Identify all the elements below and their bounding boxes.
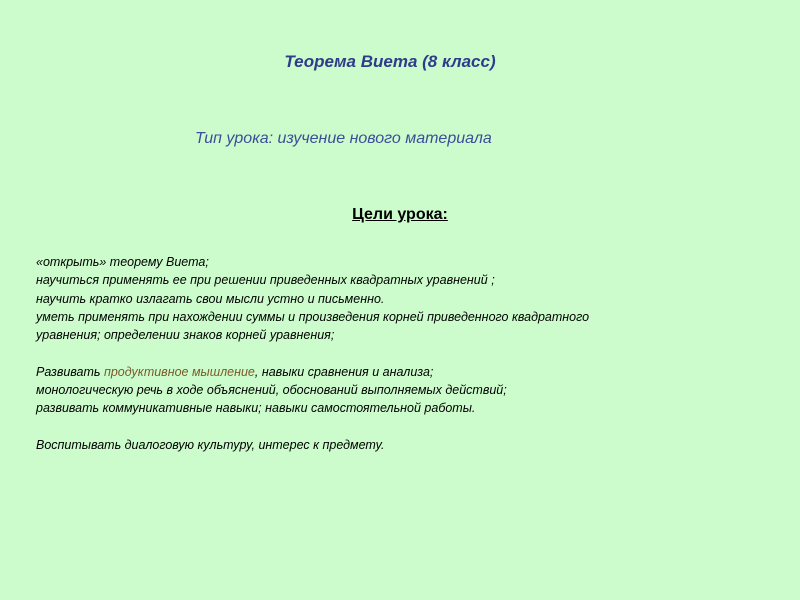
develop-accent: продуктивное мышление bbox=[103, 364, 255, 379]
develop-prefix: Развивать bbox=[36, 364, 104, 379]
slide-title: Теорема Виета (8 класс) bbox=[284, 52, 496, 71]
goals-list bbox=[36, 253, 776, 454]
goal-line: «открыть» теорему Виета; bbox=[36, 255, 209, 269]
educate-line: Воспитывать диалоговую культуру, интерес к предмету. bbox=[36, 437, 385, 452]
goals-heading: Цели урока: bbox=[352, 206, 448, 223]
lesson-type: Тип урока: изучение нового материала bbox=[195, 130, 492, 147]
goal-line: научиться применять ее при решении приведенных квадратных уравнений ; bbox=[36, 273, 495, 288]
develop-line: монологическую речь в ходе объяснений, обоснований выполняемых действий; bbox=[36, 383, 507, 398]
goal-line: научить кратко излагать свои мысли устно и письменно. bbox=[36, 291, 385, 306]
goal-line: уравнения; определении знаков корней уравнения; bbox=[36, 328, 335, 343]
develop-line bbox=[36, 363, 776, 381]
develop-suffix: , навыки сравнения и анализа; bbox=[254, 364, 434, 379]
spacer bbox=[36, 418, 776, 436]
spacer bbox=[36, 344, 776, 362]
develop-line: развивать коммуникативные навыки; навыки самостоятельной работы. bbox=[36, 401, 476, 416]
goal-line: уметь применять при нахождении суммы и произведения корней приведенного квадратного bbox=[36, 309, 590, 324]
